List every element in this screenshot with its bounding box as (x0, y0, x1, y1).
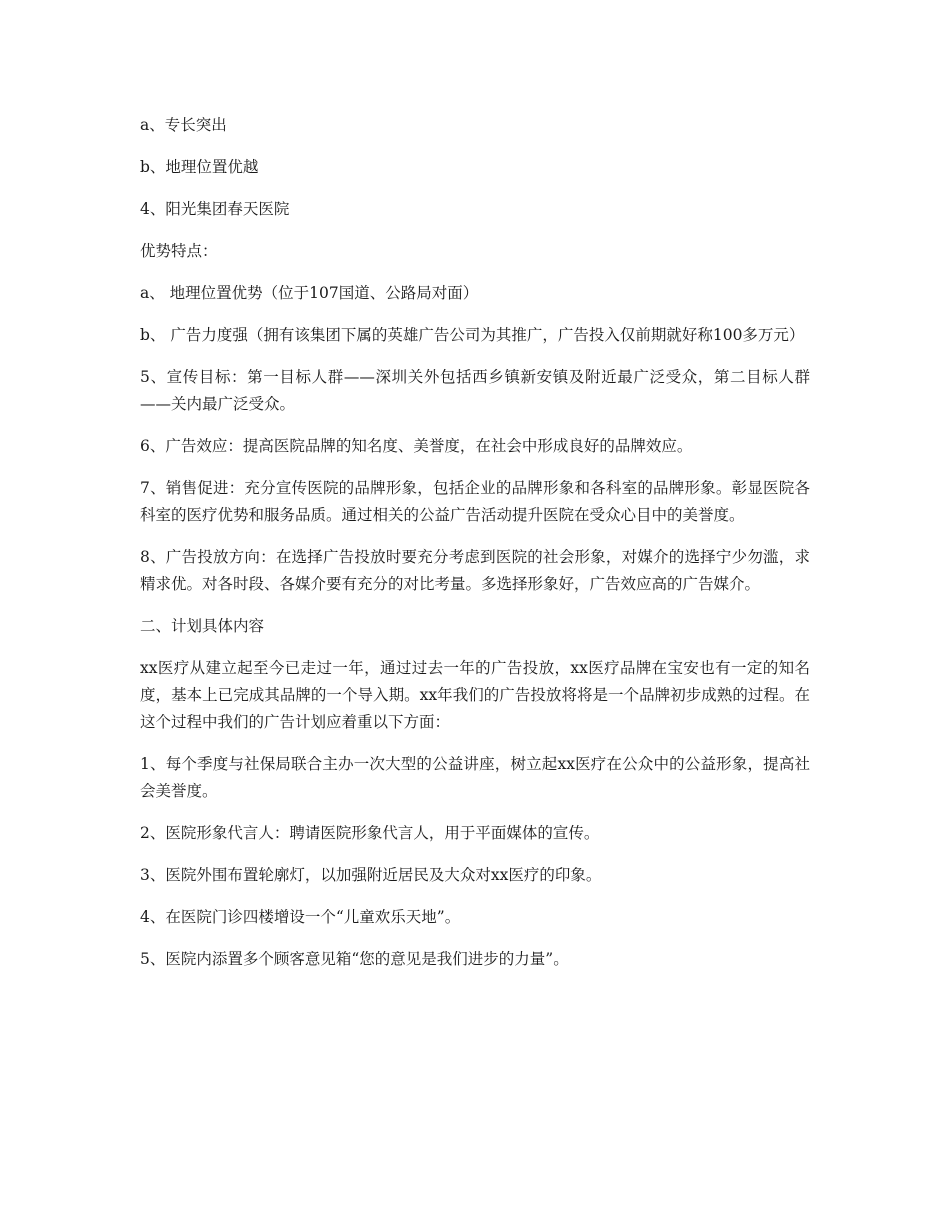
competitor-4-heading: 4、阳光集团春天医院 (140, 200, 290, 218)
part-2-heading: 二、计划具体内容 (140, 617, 265, 635)
section-6-effect: 6、广告效应：提高医院品牌的知名度、美誉度，在社会中形成良好的品牌效应。 (140, 437, 693, 455)
item-b-location: b、地理位置优越 (140, 158, 259, 176)
advantages-heading: 优势特点： (140, 242, 218, 260)
item-a-specialty: a、专长突出 (140, 116, 227, 134)
document-body (140, 112, 810, 988)
section-5-target: 5、宣传目标：第一目标人群——深圳关外包括西乡镇新安镇及附近最广泛受众，第二目标人群——关内最广泛受众。 (140, 368, 810, 413)
plan-item-2: 2、医院形象代言人：聘请医院形象代言人，用于平面媒体的宣传。 (140, 824, 600, 842)
plan-item-1: 1、每个季度与社保局联合主办一次大型的公益讲座，树立起xx医疗在公众中的公益形象，提高社会美誉度。 (140, 755, 810, 800)
plan-item-4: 4、在医院门诊四楼增设一个“儿童欢乐天地”。 (140, 908, 461, 926)
plan-item-3: 3、医院外围布置轮廓灯，以加强附近居民及大众对xx医疗的印象。 (140, 866, 602, 884)
section-7-promotion: 7、销售促进：充分宣传医院的品牌形象，包括企业的品牌形象和各科室的品牌形象。彰显医院各科室的医疗优势和服务品质。通过相关的公益广告活动提升医院在受众心目中的美誉度。 (140, 479, 810, 524)
part-2-intro: xx医疗从建立起至今已走过一年，通过过去一年的广告投放，xx医疗品牌在宝安也有一定的知名度，基本上已完成其品牌的一个导入期。xx年我们的广告投放将将是一个品牌初步成熟的过程。在这个过程中我们的广告计划应着重以下方面： (140, 659, 810, 731)
section-8-direction: 8、广告投放方向：在选择广告投放时要充分考虑到医院的社会形象，对媒介的选择宁少勿滥，求精求优。对各时段、各媒介要有充分的对比考量。多选择形象好，广告效应高的广告媒介。 (140, 548, 810, 593)
plan-item-5: 5、医院内添置多个顾客意见箱“您的意见是我们进步的力量”。 (140, 950, 569, 968)
advantage-a: a、 地理位置优势（位于107国道、公路局对面） (140, 284, 479, 302)
advantage-b: b、 广告力度强（拥有该集团下属的英雄广告公司为其推广，广告投入仅前期就好称100多万元） (140, 326, 805, 344)
